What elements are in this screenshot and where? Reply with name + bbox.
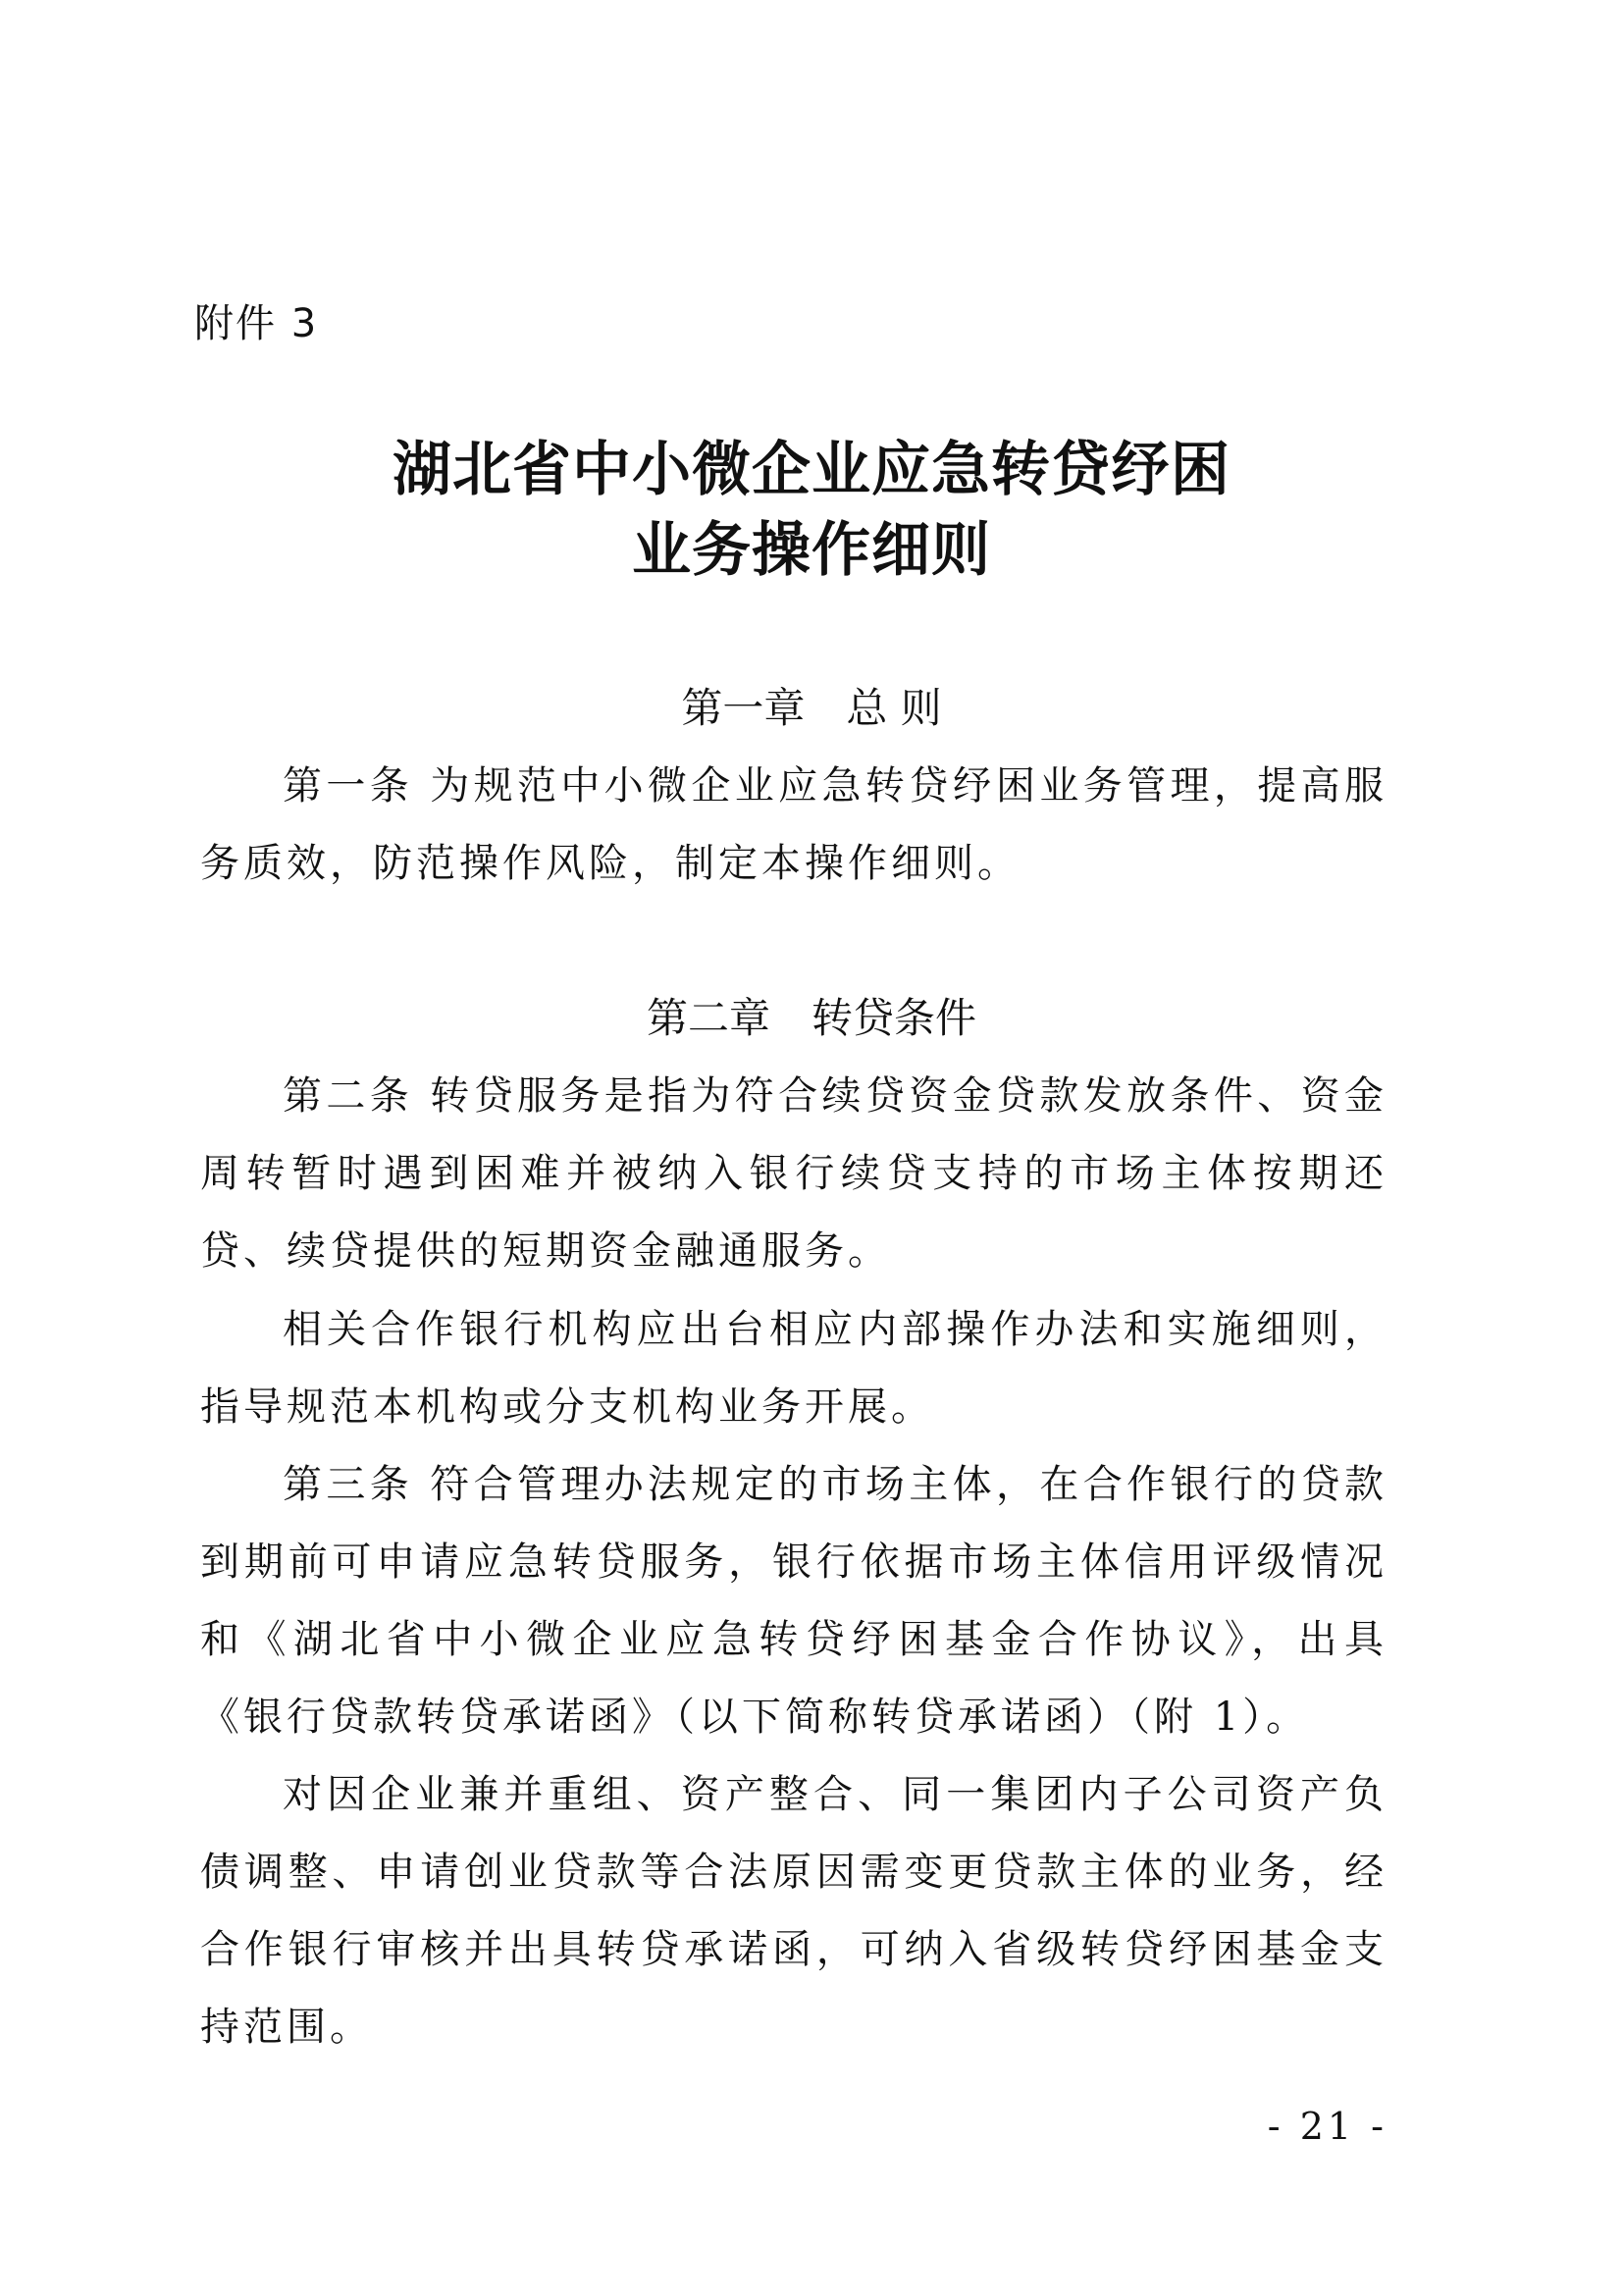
chapter-2-heading: 第二章 转贷条件	[646, 994, 976, 1042]
title-line-1: 湖北省中小微企业应急转贷纾困	[393, 436, 1230, 504]
article-1-paragraph: 第一条 为规范中小微企业应急转贷纾困业务管理，提高服务质效，防范操作风险，制定本操作细则。	[200, 763, 1387, 886]
page-number: - 21 -	[1267, 2105, 1387, 2148]
chapter-1-heading: 第一章 总 则	[681, 684, 942, 732]
cooperation-bank-paragraph: 相关合作银行机构应出台相应内部操作办法和实施细则，指导规范本机构或分支机构业务开展。	[200, 1307, 1387, 1430]
article-2-paragraph: 第二条 转贷服务是指为符合续贷资金贷款发放条件、资金周转暂时遇到困难并被纳入银行续贷支持的市场主体按期还贷、续贷提供的短期资金融通服务。	[200, 1073, 1387, 1274]
subject-change-paragraph: 对因企业兼并重组、资产整合、同一集团内子公司资产负债调整、申请创业贷款等合法原因需变更贷款主体的业务，经合作银行审核并出具转贷承诺函，可纳入省级转贷纾困基金支持范围。	[200, 1772, 1387, 2050]
title-line-2: 业务操作细则	[632, 516, 991, 585]
document-title	[0, 430, 1623, 591]
article-3-paragraph: 第三条 符合管理办法规定的市场主体，在合作银行的贷款到期前可申请应急转贷服务，银行依据市场主体信用评级情况和《湖北省中小微企业应急转贷纾困基金合作协议》，出具《银行贷款转贷承诺函》（以下简称转贷承诺函）（附 1）。	[200, 1462, 1387, 1740]
attachment-label: 附件 3	[194, 301, 319, 346]
